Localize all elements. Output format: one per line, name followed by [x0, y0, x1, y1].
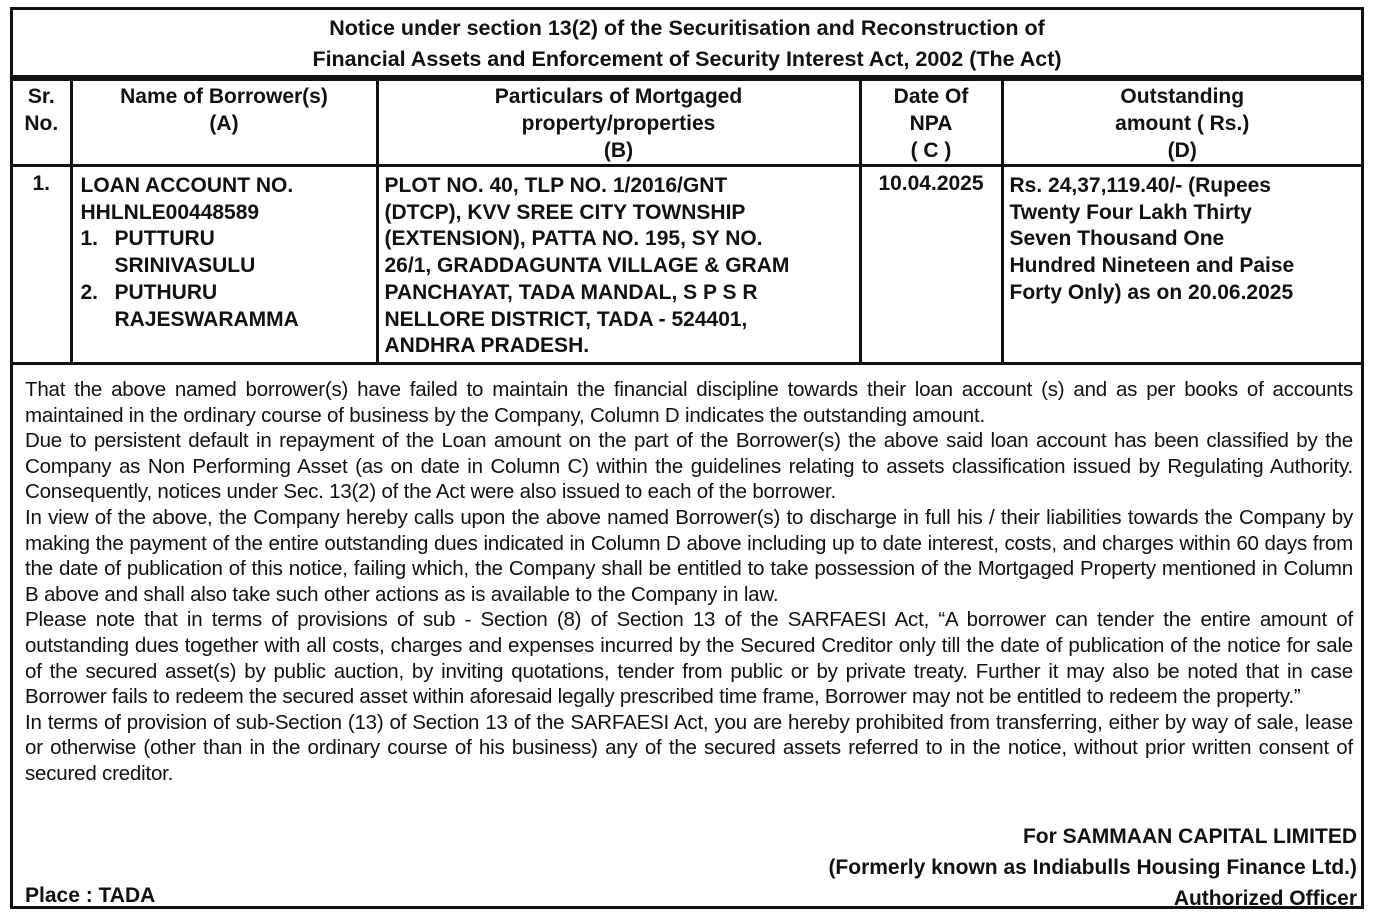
- borrower-name: SRINIVASULU: [114, 254, 256, 278]
- borrower-item: 2. PUTHURU RAJESWARAMMA: [81, 280, 370, 333]
- signature-block: [828, 821, 1357, 914]
- borrower-name: PUTHURU: [114, 280, 218, 304]
- title-line-1: Notice under section 13(2) of the Securitisation and Reconstruction of: [329, 16, 1045, 40]
- title-line-2: Financial Assets and Enforcement of Security Interest Act, 2002 (The Act): [312, 47, 1062, 71]
- authorized-officer: Authorized Officer: [1173, 887, 1357, 910]
- notice-body: [25, 377, 1353, 787]
- paragraph-section-13-13: In terms of provision of sub-Section (13) of Section 13 of the SARFAESI Act, you are hereby prohibited from transferring, either by way of sale, lease or otherwise (other than in the ordinary course of his business) any of the secured assets referred to in the notice, without prior written consent of secured creditor.: [25, 710, 1353, 785]
- header-npa-date: Date Of NPA ( C ): [860, 80, 1002, 166]
- table-header-row: [13, 80, 1361, 166]
- header-sr-no: Sr. No.: [13, 80, 71, 166]
- cell-npa-date: 10.04.2025: [860, 166, 1002, 364]
- header-borrower-name: Name of Borrower(s) (A): [71, 80, 377, 166]
- header-property: Particulars of Mortgaged property/properties (B): [377, 80, 860, 166]
- paragraph-npa-classification: Due to persistent default in repayment of the Loan amount on the part of the Borrower(s) the above said loan account has been classified by the Company as Non Performing Asset (as on date in Column C) within the guidelines relating to assets classification issued by Regulating Authority. Consequently, notices under Sec. 13(2) of the Act were also issued to each of the borrower.: [25, 429, 1353, 504]
- cell-outstanding-amount: Rs. 24,37,119.40/- (Rupees Twenty Four Lakh Thirty Seven Thousand One Hundred Nineteen and Paise Forty Only) as on 20.06.2025: [1002, 166, 1361, 364]
- cell-property: PLOT NO. 40, TLP NO. 1/2016/GNT (DTCP), KVV SREE CITY TOWNSHIP (EXTENSION), PATTA NO. 195, SY NO. 26/1, GRADDAGUNTA VILLAGE & GRAM PANCHAYAT, TADA MANDAL, S P S R NELLORE DISTRICT, TADA - 524401, ANDHRA PRADESH.: [377, 166, 860, 364]
- header-outstanding-amount: Outstanding amount ( Rs.) (D): [1002, 80, 1361, 166]
- notice-box: [10, 7, 1364, 909]
- paragraph-demand: In view of the above, the Company hereby calls upon the above named Borrower(s) to discharge in full his / their liabilities towards the Company by making the payment of the entire outstanding dues indicated in Column D above including up to date interest, costs, and charges within 60 days from the date of publication of this notice, failing which, the Company shall be entitled to take possession of the Mortgaged Property mentioned in Column B above and shall also take such other actions as is available to the Company in law.: [25, 505, 1353, 606]
- place-label: Place : TADA: [25, 884, 156, 907]
- company-name: For SAMMAAN CAPITAL LIMITED: [1022, 825, 1357, 848]
- notice-title: [13, 10, 1361, 78]
- loan-account-number: HHLNLE00448589: [80, 200, 260, 224]
- borrower-item: 1. PUTTURU SRINIVASULU: [81, 226, 370, 279]
- cell-sr-no: 1.: [13, 166, 71, 364]
- cell-borrower: [71, 166, 377, 364]
- borrower-name: PUTTURU: [114, 227, 215, 251]
- formerly-known-as: (Formerly known as Indiabulls Housing Finance Ltd.): [828, 856, 1357, 879]
- borrower-name: RAJESWARAMMA: [114, 307, 299, 331]
- paragraph-financial-discipline: That the above named borrower(s) have failed to maintain the financial discipline towards their loan account (s) and as per books of accounts maintained in the ordinary course of business by the Company, Column D indicates the outstanding amount.: [25, 378, 1353, 427]
- loan-account-label: LOAN ACCOUNT NO.: [80, 174, 294, 197]
- paragraph-section-13-8: Please note that in terms of provisions of sub - Section (8) of Section 13 of the SARFAESI Act, “A borrower can tender the entire amount of outstanding dues together with all costs, charges and expenses incurred by the Secured Creditor only till the date of publication of the notice for sale of the secured asset(s) by public auction, by inviting quotations, tender from public or by private treaty. Further it may also be noted that in case Borrower fails to redeem the secured asset within aforesaid legally prescribed time frame, Borrower may not be entitled to redeem the property.”: [25, 608, 1353, 709]
- borrower-table: [13, 78, 1361, 365]
- table-row: [13, 166, 1361, 364]
